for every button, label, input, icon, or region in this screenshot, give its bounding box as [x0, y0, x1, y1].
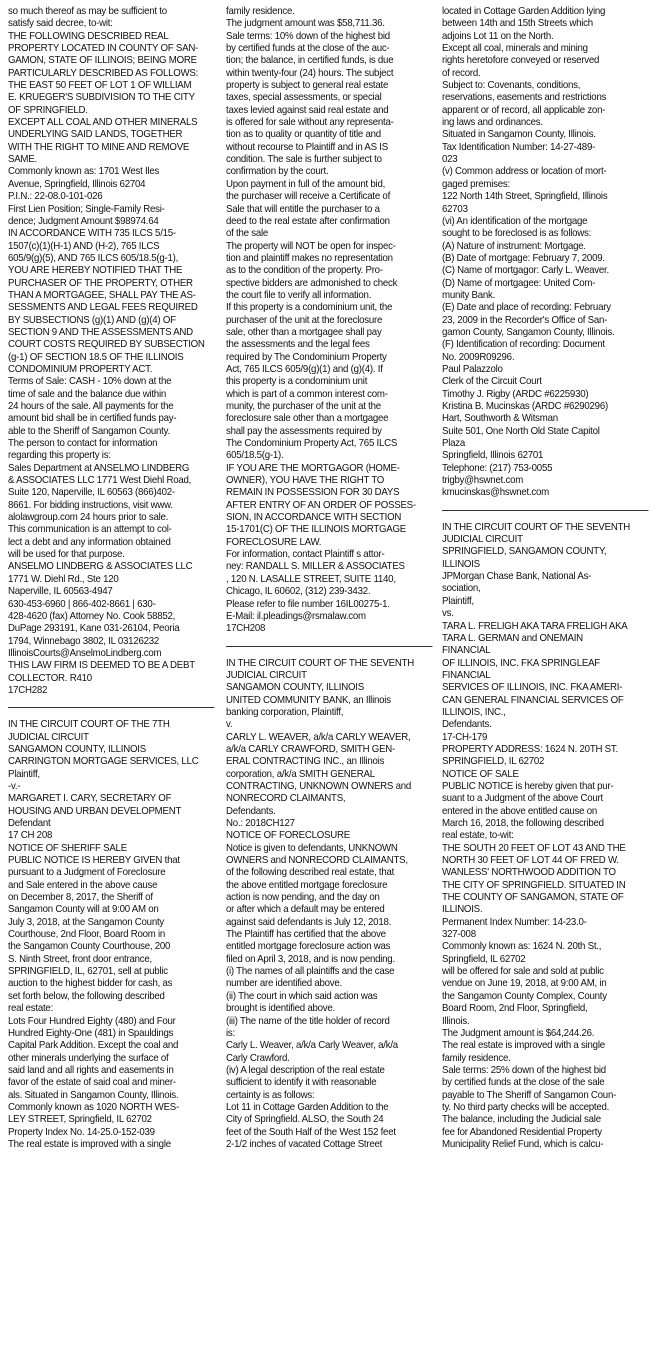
notice-divider [8, 707, 214, 708]
notice-line: (ii) The court in which said action was [226, 990, 378, 1002]
legal-notice [226, 658, 419, 1152]
notice-line: the purchaser will receive a Certificate of [226, 191, 391, 203]
notice-line: Chicago, IL 60602, (312) 239-3432. [226, 586, 371, 598]
notice-line: OF ILLINOIS, INC. FKA SPRINGLEAF [442, 657, 600, 669]
notice-line: satisfy said decree, to-wit: [8, 18, 113, 30]
notice-line: Sale that will entitle the purchaser to a [226, 203, 380, 215]
notice-line: The Plaintiff has certified that the above [226, 929, 386, 941]
notice-line: BY SUBSECTIONS (g)(1) AND (g)(4) OF [8, 314, 176, 326]
notice-line: S. Ninth Street, front door entrance, [8, 953, 152, 965]
notice-line: banking corporation, Plaintiff, [226, 706, 344, 718]
notice-line: IN ACCORDANCE WITH 735 ILCS 5/15- [8, 228, 176, 240]
notice-line: Carly Crawford. [226, 1052, 290, 1064]
notice-line: Defendant [8, 818, 51, 829]
notice-line: AFTER ENTRY OF AN ORDER OF POSSES- [226, 499, 416, 511]
notice-line: Telephone: (217) 753-0055 [442, 462, 553, 474]
notice-line: WITH THE RIGHT TO MINE AND REMOVE [8, 141, 190, 153]
notice-line: Property Index No. 14-25.0-152-039 [8, 1126, 155, 1138]
notice-line: certainty is as follows: [226, 1089, 315, 1101]
notice-line: action is now pending, and the day on [226, 892, 380, 904]
notice-line: of record. [442, 67, 481, 79]
notice-line: entered in the above entitled cause on [442, 805, 598, 817]
notice-line: tion and plaintiff makes no representation [226, 252, 393, 264]
notice-line: Avenue, Springfield, Illinois 62704 [8, 178, 146, 190]
notice-line: Paul Palazzolo [442, 363, 503, 375]
notice-line: (B) Date of mortgage: February 7, 2009. [442, 252, 605, 264]
notice-line: shall pay the assessments required by [226, 425, 382, 437]
notice-line: and Sale entered in the above cause [8, 879, 158, 891]
notice-line: ILLINOIS, INC., [442, 706, 506, 718]
notice-line: CAN GENERAL FINANCIAL SERVICES OF [442, 694, 624, 706]
notice-line: Clerk of the Circuit Court [442, 376, 542, 388]
notice-line: Kristina B. Mucinskas (ARDC #6290296) [442, 401, 608, 412]
notice-line: (i) The names of all plaintiffs and the case [226, 966, 395, 978]
notice-line: 1507(c)(1)(H-1) AND (H-2), 765 ILCS [8, 240, 160, 252]
notice-line: , 120 N. LASALLE STREET, SUITE 1140, [226, 573, 396, 585]
notice-line: EXCEPT ALL COAL AND OTHER MINERALS [8, 117, 198, 129]
notice-line: the Sangamon County Complex, County [442, 990, 607, 1002]
notice-line: this property is a condominium unit [226, 376, 368, 388]
notice-line: 17CH208 [226, 623, 266, 635]
notice-line: The balance, including the Judicial sale [442, 1114, 601, 1126]
notice-line: The person to contact for information [8, 438, 158, 450]
notice-line: pursuant to a Judgment of Foreclosure [8, 867, 166, 879]
notice-line: Plaintiff, [8, 768, 40, 780]
notice-line: 17-CH-179 [442, 731, 488, 743]
notice-line: property is subject to general real estate [226, 80, 389, 92]
notice-line: This communication is an attempt to col- [8, 524, 172, 536]
notice-line: between 14th and 15th Streets which [442, 18, 593, 30]
notice-line: Courthouse, 2nd Floor, Board Room in [8, 929, 166, 941]
notice-line: July 3, 2018, at the Sangamon County [8, 916, 165, 928]
notice-line: Sales Department at ANSELMO LINDBERG [8, 462, 190, 474]
notice-line: Municipality Relief Fund, which is calcu- [442, 1138, 604, 1150]
notice-line: munity Bank. [442, 289, 496, 301]
notice-line: (iii) The name of the title holder of record [226, 1015, 390, 1027]
notice-line: the above entitled mortgage foreclosure [226, 879, 388, 891]
notice-line: vendue on June 19, 2018, at 9:00 AM, in [442, 978, 607, 990]
notice-line: SION, IN ACCORDANCE WITH SECTION [226, 512, 402, 524]
notice-line: SESSMENTS AND LEGAL FEES REQUIRED [8, 302, 198, 314]
notice-line: Springfield, Illinois 62701 [442, 450, 544, 462]
notice-line: on December 8, 2017, the Sheriff of [8, 892, 153, 904]
notice-line: by certified funds at the close of the auc- [226, 43, 390, 55]
notice-line: entitled mortgage foreclosure action was [226, 941, 391, 953]
notice-line: IN THE CIRCUIT COURT OF THE 7TH [8, 719, 170, 731]
notice-line: of the following described real estate, that [226, 867, 395, 879]
notice-line: 1794, Winnebago 3802, IL 03126232 [8, 635, 160, 647]
notice-line: regarding this property is: [8, 450, 111, 462]
notice-line: within twenty-four (24) hours. The subject [226, 67, 394, 79]
notice-line: THE SOUTH 20 FEET OF LOT 43 AND THE [442, 842, 626, 854]
notice-line: 1771 W. Diehl Rd., Ste 120 [8, 573, 119, 585]
notice-line: real estate, to-wit: [442, 830, 514, 842]
notice-line: REMAIN IN POSSESSION FOR 30 DAYS [226, 487, 400, 499]
notice-line: SPRINGFIELD, IL, 62701, sell at public [8, 966, 168, 978]
notice-line: 15-1701(C) OF THE ILLINOIS MORTGAGE [226, 524, 406, 536]
notice-line: 23, 2009 in the Recorder's Office of San- [442, 314, 608, 326]
notice-line: THIS LAW FIRM IS DEEMED TO BE A DEBT [8, 660, 195, 672]
notice-line: Lot 11 in Cottage Garden Addition to the [226, 1101, 389, 1113]
notice-line: gamon County, Sangamon County, Illinois. [442, 326, 615, 338]
notice-line: taxes levied against said real estate and [226, 104, 389, 116]
notice-line: THAN A MORTGAGEE, SHALL PAY THE AS- [8, 289, 196, 301]
notice-line: spective bidders are admonished to check [226, 277, 398, 289]
notice-line: TARA L. FRELIGH AKA TARA FRELIGH AKA [442, 620, 628, 632]
notice-line: the court file to verify all information. [226, 289, 372, 301]
notice-line: Defendants. [442, 719, 492, 731]
notice-line: ILLINOIS. [442, 904, 483, 916]
notice-line: rights heretofore conveyed or reserved [442, 55, 600, 67]
notice-line: as to the condition of the property. Pro- [226, 265, 383, 277]
notice-line: PARTICULARLY DESCRIBED AS FOLLOWS: [8, 67, 199, 79]
notice-line: SERVICES OF ILLINOIS, INC. FKA AMERI- [442, 682, 623, 694]
notice-line: COLLECTOR. R410 [8, 672, 92, 684]
notice-line: (g-1) OF SECTION 18.5 OF THE ILLINOIS [8, 351, 184, 363]
notice-line: No. 2009R09296. [442, 351, 515, 363]
notice-line: sought to be foreclosed is as follows: [442, 228, 592, 240]
notice-line: vs. [442, 608, 454, 620]
notice-line: PUBLIC NOTICE IS HEREBY GIVEN that [8, 855, 180, 867]
notice-line: Plaintiff, [442, 595, 474, 607]
notice-line: (A) Nature of instrument: Mortgage. [442, 240, 586, 252]
notice-line: SECTION 9 AND THE ASSESSMENTS AND [8, 326, 193, 338]
notice-line: amount bid shall be in certified funds pay- [8, 413, 177, 425]
notice-line: alolawgroup.com 24 hours prior to sale. [8, 512, 169, 524]
notice-line: Commonly known as 1020 NORTH WES- [8, 1101, 179, 1113]
notice-line: will be offered for sale and sold at public [442, 966, 604, 978]
notice-line: WANLESS' NORTHWOOD ADDITION TO [442, 867, 616, 879]
notice-line: CONTRACTING, UNKNOWN OWNERS and [226, 780, 411, 792]
notice-line: ing laws and ordinances. [442, 117, 543, 129]
notice-line: FORECLOSURE LAW. [226, 536, 322, 548]
notice-line: For information, contact Plaintiff s attor- [226, 549, 385, 561]
notice-line: City of Springfield. ALSO, the South 24 [226, 1114, 384, 1126]
notice-line: Act, 765 ILCS 605/9(g)(1) and (g)(4). If [226, 363, 383, 375]
notice-line: gaged premises: [442, 178, 510, 190]
notice-line: Illinois. [442, 1015, 470, 1027]
notice-line: The real estate is improved with a single [442, 1040, 605, 1052]
notice-line: 62703 [442, 203, 468, 215]
notice-line: sociation, [442, 583, 481, 595]
notice-line: CONDOMINIUM PROPERTY ACT. [8, 363, 153, 375]
notice-line: IF YOU ARE THE MORTGAGOR (HOME- [226, 462, 400, 474]
notice-line: lect a debt and any information obtained [8, 536, 171, 548]
notice-line: If this property is a condominium unit, the [226, 302, 393, 314]
notice-line: PURCHASER OF THE PROPERTY, OTHER [8, 277, 193, 289]
notice-line: NOTICE OF FORECLOSURE [226, 830, 350, 842]
notice-line: corporation, a/k/a SMITH GENERAL [226, 768, 375, 780]
notice-line: UNITED COMMUNITY BANK, an Illinois [226, 694, 391, 706]
notice-line: munity, the purchaser of the unit at the [226, 401, 381, 412]
notice-line: 8661. For bidding instructions, visit www. [8, 499, 173, 511]
notice-line: HOUSING AND URBAN DEVELOPMENT [8, 805, 182, 817]
notice-line: CARRINGTON MORTGAGE SERVICES, LLC [8, 756, 199, 768]
notice-line: deed to the real estate after confirmation [226, 215, 390, 227]
notice-line: of the sale [226, 228, 269, 240]
notice-line: Springfield, IL 62702 [442, 953, 526, 965]
notice-line: Tax Identification Number: 14-27-489- [442, 141, 596, 153]
notice-line: No.: 2018CH127 [226, 818, 295, 829]
notice-line: said land and all rights and easements in [8, 1064, 174, 1076]
notice-line: PROPERTY ADDRESS: 1624 N. 20TH ST. [442, 743, 618, 755]
notice-line: FINANCIAL [442, 669, 491, 681]
notice-line: NONRECORD CLAIMANTS, [226, 793, 346, 805]
notice-line: suant to a Judgment of the above Court [442, 793, 603, 805]
notice-line: 122 North 14th Street, Springfield, Illinois [442, 191, 608, 203]
notice-line: Except all coal, minerals and mining [442, 43, 588, 55]
notice-line: Situated in Sangamon County, Illinois. [442, 129, 596, 141]
notice-line: SPRINGFIELD, SANGAMON COUNTY, [442, 546, 607, 558]
notice-line: condition. The sale is further subject to [226, 154, 382, 166]
notice-line: 17 CH 208 [8, 830, 53, 842]
notice-line: PUBLIC NOTICE is hereby given that pur- [442, 780, 614, 792]
notice-line: Sale terms: 25% down of the highest bid [442, 1064, 606, 1076]
notice-line: real estate: [8, 1003, 54, 1015]
notice-line: Sangamon County will at 9:00 AM on [8, 904, 159, 916]
notice-line: SANGAMON COUNTY, ILLINOIS [8, 743, 146, 755]
notice-line: THE EAST 50 FEET OF LOT 1 OF WILLIAM [8, 80, 192, 92]
notice-line: will be used for that purpose. [8, 549, 125, 561]
notice-line: Please refer to file number 16IL00275-1. [226, 598, 390, 610]
notice-line: payable to The Sheriff of Sangamon Coun- [442, 1089, 617, 1101]
notice-line: The Condominium Property Act, 765 ILCS [226, 438, 398, 450]
notice-line: the assessments and the legal fees [226, 339, 370, 351]
notice-line: & ASSOCIATES LLC 1771 West Diehl Road, [8, 475, 192, 487]
notice-line: P.I.N.: 22-08.0-101-026 [8, 191, 103, 203]
notice-line: NOTICE OF SALE [442, 768, 519, 780]
notice-line: confirmation by the court. [226, 166, 329, 178]
notice-line: DuPage 293191, Kane 031-26104, Peoria [8, 623, 180, 635]
legal-notice [442, 522, 635, 1152]
notice-line: TARA L. GERMAN and ONEMAIN [442, 632, 583, 644]
notice-line: (D) Name of mortgagee: United Com- [442, 277, 596, 289]
notice-line: Plaza [442, 438, 466, 450]
notice-line: dence; Judgment Amount $98974.64 [8, 215, 159, 227]
notice-line: Suite 120, Naperville, IL 60563 (866)402- [8, 487, 175, 499]
notice-line: NOTICE OF SHERIFF SALE [8, 842, 127, 854]
notice-line: (F) Identification of recording: Document [442, 339, 605, 351]
notice-line: JUDICIAL CIRCUIT [442, 534, 523, 546]
column-3 [442, 6, 635, 1151]
notice-line: (vi) An identification of the mortgage [442, 215, 588, 227]
legal-notice [8, 719, 201, 1151]
notice-line: brought is identified above. [226, 1003, 335, 1015]
notice-line: fee for Abandoned Residential Property [442, 1126, 602, 1138]
legal-notice [442, 6, 635, 500]
notice-line: (C) Name of mortgagor: Carly L. Weaver. [442, 265, 609, 277]
notice-line: (iv) A legal description of the real estate [226, 1064, 385, 1076]
notice-line: IN THE CIRCUIT COURT OF THE SEVENTH [442, 521, 631, 533]
notice-line: against said defendants is July 12, 2018. [226, 916, 392, 928]
notice-line: the Sangamon County Courthouse, 200 [8, 941, 171, 953]
notice-line: FINANCIAL [442, 645, 491, 657]
notice-line: ILLINOIS [442, 558, 480, 570]
notice-line: ney: RANDALL S. MILLER & ASSOCIATES [226, 561, 405, 573]
notice-line: UNDERLYING SAID LANDS, TOGETHER [8, 129, 183, 141]
notice-line: The property will NOT be open for inspec- [226, 240, 396, 252]
notice-line: JPMorgan Chase Bank, National As- [442, 571, 592, 583]
notice-line: ERAL CONTRACTING INC., an Illinois [226, 756, 385, 768]
notice-line: kmucinskas@hswnet.com [442, 487, 549, 499]
notice-line: COURT COSTS REQUIRED BY SUBSECTION [8, 339, 205, 351]
notice-line: Permanent Index Number: 14-23.0- [442, 916, 587, 928]
notice-line: YOU ARE HEREBY NOTIFIED THAT THE [8, 265, 183, 277]
notice-line: 630-453-6960 | 866-402-8661 | 630- [8, 598, 156, 610]
notice-line: Board Room, 2nd Floor, Springfield, [442, 1003, 588, 1015]
notice-line: sale, other than a mortgagee shall pay [226, 326, 382, 338]
notice-line: March 16, 2018, the following described [442, 818, 604, 829]
notice-line: required by The Condominium Property [226, 351, 387, 363]
notice-line: time of sale and the balance due within [8, 388, 167, 400]
notice-line: a/k/a CARLY CRAWFORD, SMITH GEN- [226, 743, 396, 755]
notice-line: Lots Four Hundred Eighty (480) and Four [8, 1015, 176, 1027]
notice-line: sufficient to identify it with reasonable [226, 1077, 377, 1089]
notice-line: CARLY L. WEAVER, a/k/a CARLY WEAVER, [226, 731, 411, 743]
notice-line: Carly L. Weaver, a/k/a Carly Weaver, a/k/a [226, 1040, 398, 1052]
notice-line: favor of the estate of said coal and miner- [8, 1077, 176, 1089]
notice-line: 605/18.5(g-1). [226, 450, 284, 462]
notice-line: JUDICIAL CIRCUIT [226, 669, 307, 681]
notice-line: IN THE CIRCUIT COURT OF THE SEVENTH [226, 657, 415, 669]
notice-line: THE COUNTY OF SANGAMON, STATE OF [442, 892, 624, 904]
notice-line: ty. No third party checks will be accepted. [442, 1101, 610, 1113]
notice-line: 327-008 [442, 929, 476, 941]
notice-line: 24 hours of the sale. All payments for the [8, 401, 174, 412]
notice-line: The real estate is improved with a single [8, 1138, 171, 1150]
notice-line: feet of the South Half of the West 152 feet [226, 1126, 396, 1138]
notice-line: Sale terms: 10% down of the highest bid [226, 30, 390, 42]
notice-line: (E) Date and place of recording: February [442, 302, 611, 314]
notice-line: 428-4620 (fax) Attorney No. Cook 58852, [8, 610, 176, 622]
notice-line: OWNER), YOU HAVE THE RIGHT TO [226, 475, 385, 487]
notice-line: SPRINGFIELD, IL 62702 [442, 756, 545, 768]
notice-line: First Lien Position; Single-Family Resi- [8, 203, 165, 215]
notice-line: family residence. [442, 1052, 511, 1064]
notice-line: GAMON, STATE OF ILLINOIS; BEING MORE [8, 55, 197, 67]
notice-line: or after which a default may be entered [226, 904, 385, 916]
notice-line: tion; the balance, in certified funds, is due [226, 55, 394, 67]
notice-line: apparent or of record, all applicable zon- [442, 104, 606, 116]
notice-line: -v.- [8, 780, 21, 792]
notice-line: without recourse to Plaintiff and in AS IS [226, 141, 388, 153]
notice-line: Hundred Eighty-One (481) in Spauldings [8, 1027, 174, 1039]
column-1 [8, 6, 205, 1151]
notice-line: purchaser of the unit at the foreclosure [226, 314, 383, 326]
notice-line: tion as to quality or quantity of title and [226, 129, 381, 141]
notice-line: trigby@hswnet.com [442, 475, 524, 487]
notice-line: other minerals underlying the surface of [8, 1052, 169, 1064]
notice-line: OF SPRINGFIELD. [8, 104, 88, 116]
notice-line: auction to the highest bidder for cash, as [8, 978, 173, 990]
notice-line: family residence. [226, 6, 295, 17]
notice-line: E-Mail: il.pleadings@rsmalaw.com [226, 610, 366, 622]
notice-line: MARGARET I. CARY, SECRETARY OF [8, 793, 172, 805]
notice-line: JUDICIAL CIRCUIT [8, 731, 89, 743]
notice-line: is: [226, 1027, 235, 1039]
notice-line: PROPERTY LOCATED IN COUNTY OF SAN- [8, 43, 199, 55]
notice-line: SAME. [8, 154, 37, 166]
notice-line: IllinoisCourts@AnselmoLindberg.com [8, 647, 162, 659]
notice-divider [226, 646, 432, 647]
notice-line: adjoins Lot 11 on the North. [442, 30, 554, 42]
notice-line: Capital Park Addition. Except the coal and [8, 1040, 179, 1052]
notice-line: The Judgment amount is $64,244.26. [442, 1027, 595, 1039]
notice-line: Timothy J. Rigby (ARDC #6225930) [442, 388, 589, 400]
notice-line: so much thereof as may be sufficient to [8, 6, 167, 17]
notice-line: ANSELMO LINDBERG & ASSOCIATES LLC [8, 561, 193, 573]
notice-line: filed on April 3, 2018, and is now pending. [226, 953, 395, 965]
notice-line: Subject to: Covenants, conditions, [442, 80, 581, 92]
notice-line: OWNERS and NONRECORD CLAIMANTS, [226, 855, 408, 867]
notice-line: E. KRUEGER'S SUBDIVISION TO THE CITY [8, 92, 195, 104]
notice-line: THE CITY OF SPRINGFIELD. SITUATED IN [442, 879, 626, 891]
notice-line: v. [226, 719, 233, 731]
notice-line: foreclosure sale other than a mortgagee [226, 413, 389, 425]
notice-line: by certified funds at the close of the sale [442, 1077, 605, 1089]
notice-line: 2-1/2 inches of vacated Cottage Street [226, 1138, 383, 1150]
notice-line: Commonly known as: 1701 West Iles [8, 166, 160, 178]
notice-line: 605/9(g)(5), AND 765 ILCS 605/18.5(g-1), [8, 252, 179, 264]
notice-line: is offered for sale without any representa- [226, 117, 394, 129]
notice-divider [442, 510, 648, 511]
notice-line: LEY STREET, Springfield, IL 62702 [8, 1114, 152, 1126]
notice-line: THE FOLLOWING DESCRIBED REAL [8, 30, 169, 42]
notice-line: set forth below, the following described [8, 990, 165, 1002]
notice-line: Defendants. [226, 805, 276, 817]
notice-line: SANGAMON COUNTY, ILLINOIS [226, 682, 364, 694]
notice-line: (v) Common address or location of mort- [442, 166, 607, 178]
notice-line: Hart, Southworth & Witsman [442, 413, 558, 425]
notice-line: 023 [442, 154, 458, 166]
notice-line: able to the Sheriff of Sangamon County. [8, 425, 170, 437]
notice-line: 17CH282 [8, 684, 48, 696]
notice-line: Naperville, IL 60563-4947 [8, 586, 113, 598]
notice-line: als. Situated in Sangamon County, Illinois. [8, 1089, 179, 1101]
notice-line: The judgment amount was $58,711.36. [226, 18, 385, 30]
notice-line: reservations, easements and restrictions [442, 92, 607, 104]
notice-line: number are identified above. [226, 978, 342, 990]
notice-line: Commonly known as: 1624 N. 20th St., [442, 941, 602, 953]
legal-notice [8, 6, 205, 697]
notice-line: Notice is given to defendants, UNKNOWN [226, 842, 398, 854]
column-2 [226, 6, 419, 1151]
notice-line: located in Cottage Garden Addition lying [442, 6, 606, 17]
notice-line: which is part of a common interest com- [226, 388, 388, 400]
notice-line: Suite 501, One North Old State Capitol [442, 425, 600, 437]
notice-line: NORTH 30 FEET OF LOT 44 OF FRED W. [442, 855, 619, 867]
notice-line: Upon payment in full of the amount bid, [226, 178, 386, 190]
notice-line: Terms of Sale: CASH - 10% down at the [8, 376, 172, 388]
notice-line: taxes, special assessments, or special [226, 92, 382, 104]
legal-notice [226, 6, 419, 636]
